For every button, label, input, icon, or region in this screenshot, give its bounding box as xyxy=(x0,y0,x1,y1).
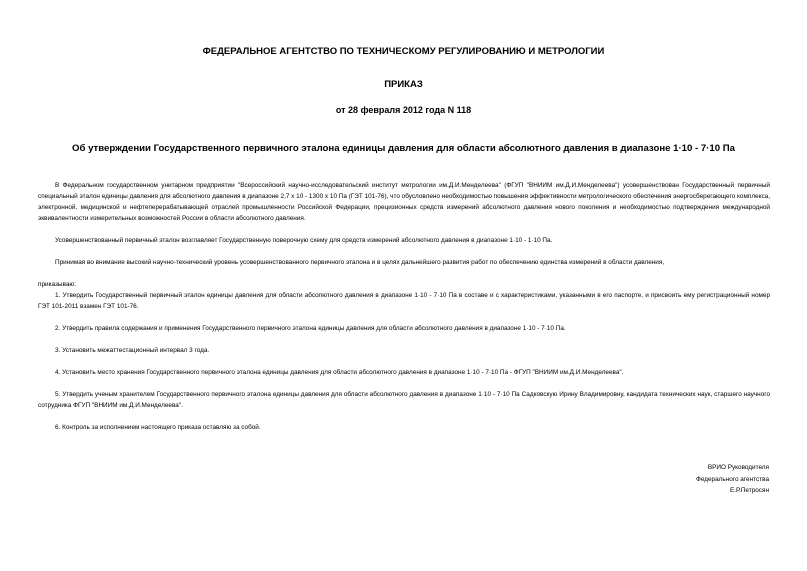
order-item-6: 6. Контроль за исполнением настоящего приказа оставляю за собой. xyxy=(55,424,261,431)
order-date-number: от 28 февраля 2012 года N 118 xyxy=(335,105,472,115)
paragraph-intro: В Федеральном государственном унитарном предприятии "Всероссийский научно-исследовательский институт метрологии им.Д.И.Менделеева" (ФГУП "ВНИИМ им.Д.И.Менделеева") усовершенствован Государственный первичный специальный эталон единицы давления для абсолютного давления в диапазоне 2,7 х 10 - 1300 х 10 Па (ГЭТ 101-76), что обусловлено необходимостью повышения эффективности метрологического обеспечения энергосберегающего комплекса, электронной, медицинской и нефтеперерабатывающей отраслей промышленности Российской Федерации, прецизионных средств измерений абсолютного давления нового поколения и необходимостью подтверждения международной эквивалентности измерительных возможностей России в области абсолютного давления. xyxy=(38,182,771,222)
order-item-3: 3. Установить межаттестационный интервал 3 года. xyxy=(55,347,210,354)
signature-block xyxy=(696,462,769,497)
order-item-2: 2. Утвердить правила содержания и применения Государственного первичного эталона единицы давления для области абсолютного давления в диапазоне 1·10 - 7·10 Па. xyxy=(55,325,566,332)
signer-organization: Федерального агентства xyxy=(695,475,769,483)
signer-name: Е.Р.Петросян xyxy=(729,487,769,494)
agency-name: ФЕДЕРАЛЬНОЕ АГЕНТСТВО ПО ТЕХНИЧЕСКОМУ РЕГУЛИРОВАНИЮ И МЕТРОЛОГИИ xyxy=(202,46,605,57)
document-type: ПРИКАЗ xyxy=(384,79,423,90)
document-body xyxy=(38,180,770,433)
order-item-1: 1. Утвердить Государственный первичный эталон единицы давления для области абсолютного давления в диапазоне 1·10 - 7·10 Па в составе и с характеристиками, указанными в его паспорте, и присвоить ему регистрационный номер ГЭТ 101-2011 взамен ГЭТ 101-76. xyxy=(38,292,770,310)
paragraph-order-word: приказываю: xyxy=(38,281,76,288)
paragraph-considering: Принимая во внимание высокий научно-технический уровень усовершенствованного первичного эталона и в целях дальнейшего развития работ по обеспечению единства измерений в области давления, xyxy=(55,259,665,266)
order-item-5: 5. Утвердить ученым хранителем Государственного первичного эталона единицы давления для области абсолютного давления в диапазоне 1·10 - 7·10 Па Садковскую Ирину Владимировну, кандидата технических наук, старшего научного сотрудника ФГУП "ВНИИМ им.Д.И.Менделеева". xyxy=(38,391,770,409)
signer-position: ВРИО Руководителя xyxy=(707,464,769,471)
order-title: Об утверждении Государственного первичного эталона единицы давления для области абсолютного давления в диапазоне 1·10 - 7·10 Па xyxy=(72,143,735,154)
order-item-4: 4. Установить место хранения Государственного первичного эталона единицы давления для области абсолютного давления в диапазоне 1·10 - 7·10 Па - ФГУП "ВНИИМ им.Д.И.Менделеева". xyxy=(55,369,624,376)
paragraph-scheme: Усовершенствованный первичный эталон возглавляет Государственную поверочную схему для средств измерений абсолютного давления в диапазоне 1·10 - 1·10 Па. xyxy=(55,237,553,244)
